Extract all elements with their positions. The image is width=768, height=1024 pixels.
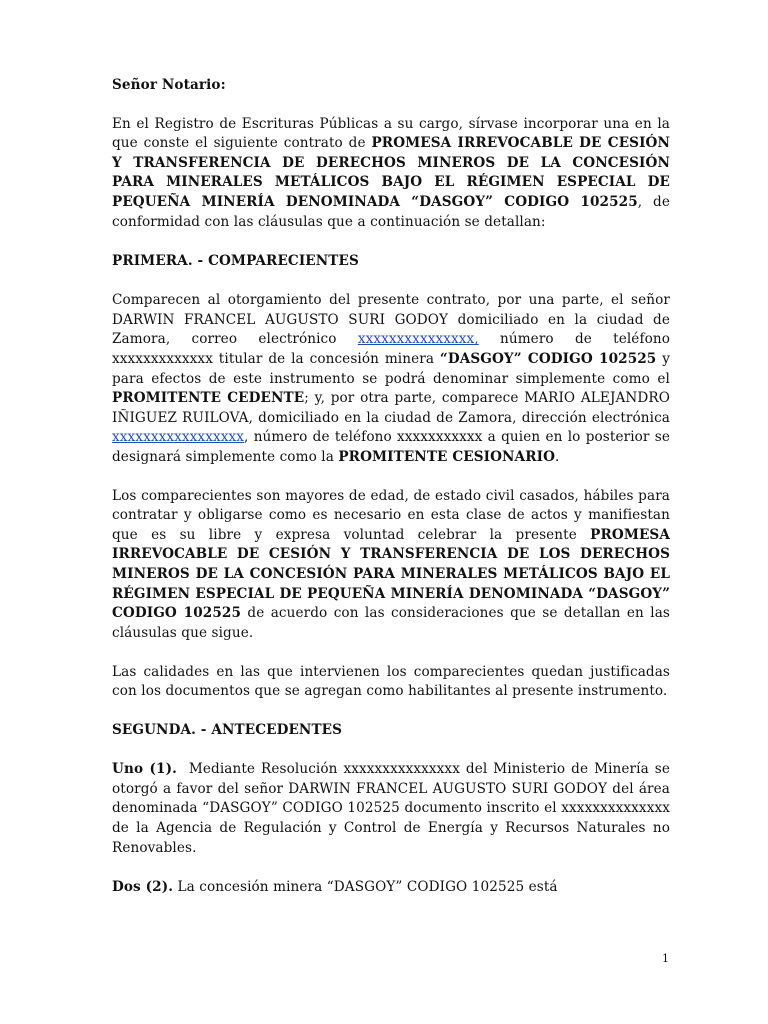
capacity-text-1: Los comparecientes son mayores de edad, de estado civil casados, hábiles para contratar y obligarse como es necesario en esta clase de actos y manifiestan que es su libre y expresa voluntad celebrar la presente — [112, 487, 670, 543]
antecedent-uno-label: Uno (1). — [112, 761, 177, 778]
promise-title: PROMESA IRREVOCABLE DE CESIÓN Y TRANSFERENCIA DE LOS DERECHOS MINEROS DE LA CONCESIÓN PARA MINERALES METÁLICOS BAJO EL RÉGIMEN ESPECIAL DE PEQUEÑA MINERÍA DENOMINADA “DASGOY” CODIGO 102525 — [112, 526, 670, 622]
intro-text-1: En el Registro de Escrituras Públicas a su cargo, sírvase incorporar una en la que conste el siguiente contrato de — [112, 115, 670, 152]
antecedent-dos-label: Dos (2). — [112, 878, 174, 895]
page-number: 1 — [662, 952, 669, 965]
qualifications-paragraph: Las calidades en las que intervienen los comparecientes quedan justificadas con los documentos que se agregan como habilitantes al presente instrumento. — [112, 663, 670, 700]
promitente-cedente-label: PROMITENTE CEDENTE — [112, 390, 305, 407]
capacity-text-2: de acuerdo con las consideraciones que se detallan en las cláusulas que sigue. — [112, 605, 671, 641]
comparecientes-text-1: Comparecen al otorgamiento del presente contrato, por una parte, el señor DARWIN FRANCEL AUGUSTO SURI GODOY domiciliado en la ciudad de Zamora, correo electrónico — [112, 292, 670, 348]
section-heading-primera — [112, 252, 670, 272]
section-heading-segunda — [112, 721, 670, 741]
section-heading-segunda-text: SEGUNDA. - ANTECEDENTES — [112, 722, 343, 739]
section-heading-primera-text: PRIMERA. - COMPARECIENTES — [112, 253, 359, 270]
comparecientes-text-4: ; y, por otra parte, comparece MARIO ALEJANDRO IÑIGUEZ RUILOVA, domiciliado en la ciudad de Zamora, dirección electrónica — [112, 390, 670, 426]
antecedent-dos — [112, 878, 670, 898]
email-link-cesionario[interactable]: xxxxxxxxxxxxxxxxx — [112, 429, 245, 446]
antecedent-uno — [112, 760, 675, 858]
antecedent-dos-text: La concesión minera “DASGOY” CODIGO 102525 está — [173, 878, 558, 895]
email-link-cedente[interactable]: xxxxxxxxxxxxxxx, — [357, 331, 479, 348]
intro-text-2: , de conformidad con las cláusulas que a continuación se detallan: — [112, 193, 670, 230]
greeting-text: Señor Notario: — [112, 77, 226, 93]
comparecientes-text-2: número de teléfono xxxxxxxxxxxxx titular de la concesión minera — [112, 331, 670, 368]
capacity-paragraph — [112, 487, 670, 644]
contract-title: PROMESA IRREVOCABLE DE CESIÓN Y TRANSFERENCIA DE DERECHOS MINEROS DE LA CONCESIÓN PARA MINERALES METÁLICOS BAJO EL RÉGIMEN ESPECIAL DE PEQUEÑA MINERÍA DENOMINADA “DASGOY” CODIGO 102525 — [112, 135, 670, 210]
comparecientes-text-6: . — [555, 449, 560, 465]
comparecientes-paragraph — [112, 291, 670, 467]
promitente-cesionario-label: PROMITENTE CESIONARIO — [338, 449, 556, 465]
intro-paragraph — [112, 115, 670, 233]
comparecientes-text-5: , número de teléfono xxxxxxxxxxx a quien en lo posterior se designará simplemente como la — [112, 429, 670, 465]
comparecientes-text-3: y para efectos de este instrumento se podrá denominar simplemente como el — [112, 351, 670, 387]
antecedent-uno-text: Mediante Resolución xxxxxxxxxxxxxxx del Ministerio de Minería se otorgó a favor del señor DARWIN FRANCEL AUGUSTO SURI GODOY del área denominada “DASGOY” CODIGO 102525 documento inscrito el xxxxxxxxxxxxxx de la Agencia de Regulación y Control de Energía y Recursos Naturales no Renovables. — [112, 761, 675, 856]
concession-name: “DASGOY” CODIGO 102525 — [439, 351, 657, 368]
greeting — [112, 76, 670, 96]
